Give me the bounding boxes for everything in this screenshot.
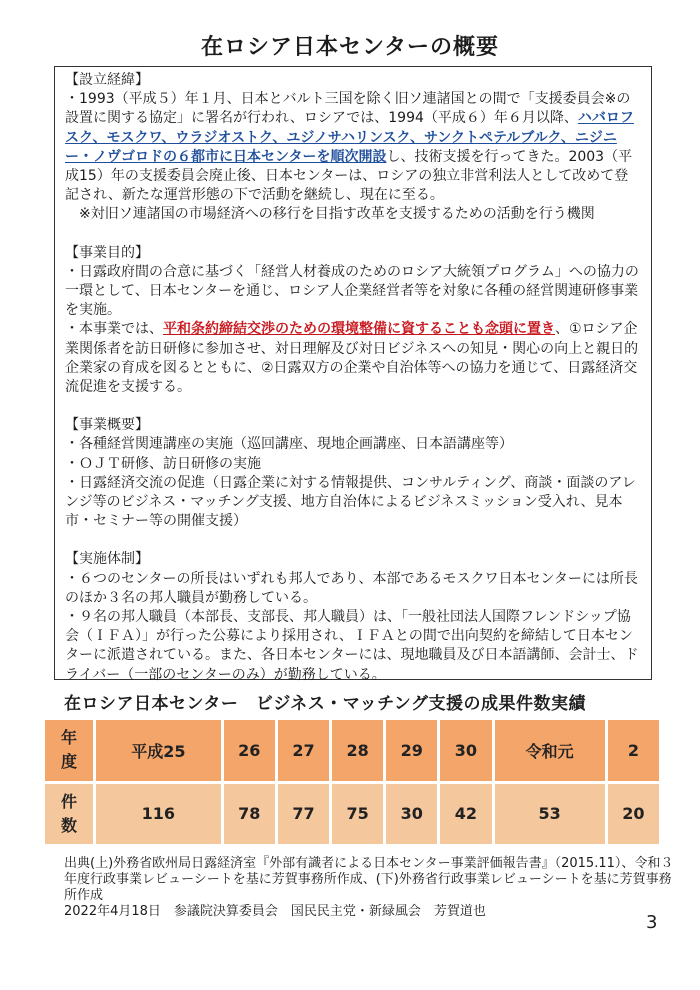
year-cell: 28	[332, 720, 383, 781]
count-cell: 75	[332, 784, 383, 845]
summary-item-2: ・ＯＪＴ研修、訪日研修の実施	[65, 455, 261, 472]
year-cell: 令和元	[495, 720, 605, 781]
source-note	[64, 856, 674, 920]
structure-heading: 【実施体制】	[65, 551, 149, 568]
establishment-text-a: ・1993（平成５）年１月、日本とバルト三国を除く旧ソ連諸国との間で「支援委員会※の設置に関する協定」に署名が行われ、ロシアでは、1994（平成６）年６月以降、	[65, 91, 631, 127]
page-number: 3	[646, 912, 658, 933]
count-cell: 30	[386, 784, 437, 845]
count-cell: 20	[608, 784, 659, 845]
purpose-paragraph-2	[65, 320, 641, 397]
row-label-year: 年 度	[45, 720, 93, 781]
structure-item-2: ・９名の邦人職員（本部長、支部長、邦人職員）は、「一般社団法人国際フレンドシップ協会（ＩＦＡ）」が行った公募により採用され、ＩＦＡとの間で出向契約を締結して日本センターに派遣されている。また、各日本センターには、現地職員及び日本語講師、会計士、ドライバー（一部のセンターのみ）が勤務している。	[65, 609, 639, 683]
summary-item-3: ・日露経済交流の促進（日露企業に対する情報提供、コンサルティング、商談・面談のアレンジ等のビジネス・マッチング支援、地方自治体によるビジネスミッション受入れ、見本市・セミナー等の開催支援）	[65, 474, 636, 530]
year-cell: 30	[440, 720, 491, 781]
establishment-note: ※対旧ソ連諸国の市場経済への移行を目指す改革を支援するための活動を行う機関	[79, 206, 595, 223]
summary-heading: 【事業概要】	[65, 417, 149, 434]
purpose-paragraph-1: ・日露政府間の合意に基づく「経営人材養成のためのロシア大統領プログラム」への協力の一環として、日本センターを通じ、ロシア人企業経営者等を対象に各種の経営関連研修事業を実施。	[65, 263, 639, 319]
purpose-text-a: ・本事業では、	[65, 321, 163, 338]
overview-box	[54, 66, 652, 683]
year-cell: 27	[278, 720, 329, 781]
source-event: 2022年4月18日 参議院決算委員会 国民民主党・新緑風会 芳賀道也	[64, 904, 486, 919]
row-label-count: 件 数	[45, 784, 93, 845]
summary-item-1: ・各種経営関連講座の実施（巡回講座、現地企画講座、日本語講座等）	[65, 436, 513, 453]
count-cell: 116	[96, 784, 221, 845]
table-title: 在ロシア日本センター ビジネス・マッチング支援の成果件数実績	[64, 694, 586, 714]
purpose-heading: 【事業目的】	[65, 244, 149, 261]
establishment-heading: 【設立経緯】	[65, 72, 149, 88]
count-cell: 53	[495, 784, 605, 845]
source-citation: 出典(上)外務省欧州局日露経済室『外部有識者による日本センター事業評価報告書』（2015.11）、令和３年度行政事業レビューシートを基に芳賀事務所作成、(下)外務省行政事業レビューシートを基に芳賀事務所作成	[64, 856, 674, 903]
year-cell: 26	[224, 720, 275, 781]
results-table	[42, 717, 662, 847]
count-cell: 42	[440, 784, 491, 845]
establishment-text-c: し、技術支援を行ってきた。2003（平成15）年の支援委員会廃止後、日本センターは、ロシアの独立非営利法人として改めて登記され、新たな運営形態の下で活動を継続し、現在に至る。	[65, 148, 633, 204]
establishment-highlight: ハバロフスク、モスクワ、ウラジオストク、ユジノサハリンスク、サンクトペテルブルク、ニジニー・ノヴゴロドの６都市に日本センターを順次開設	[65, 110, 634, 165]
establishment-paragraph	[65, 90, 641, 205]
structure-item-1: ・６つのセンターの所長はいずれも邦人であり、本部であるモスクワ日本センターには所長のほか３名の邦人職員が勤務している。	[65, 570, 638, 606]
table-row-counts	[45, 784, 659, 845]
table-row-years	[45, 720, 659, 781]
year-cell: 29	[386, 720, 437, 781]
year-cell: 平成25	[96, 720, 221, 781]
purpose-highlight: 平和条約締結交渉のための環境整備に資することも念頭に置き	[163, 321, 555, 338]
year-cell: 2	[608, 720, 659, 781]
count-cell: 78	[224, 784, 275, 845]
count-cell: 77	[278, 784, 329, 845]
purpose-text-c: 、①ロシア企業関係者を訪日研修に参加させ、対日理解及び対日ビジネスへの知見・関心の向上と親日的企業家の育成を図るとともに、②日露双方の企業や自治体等への協力を通じて、日露経済交流促進を支援する。	[65, 321, 639, 396]
page-title: 在ロシア日本センターの概要	[200, 35, 500, 60]
